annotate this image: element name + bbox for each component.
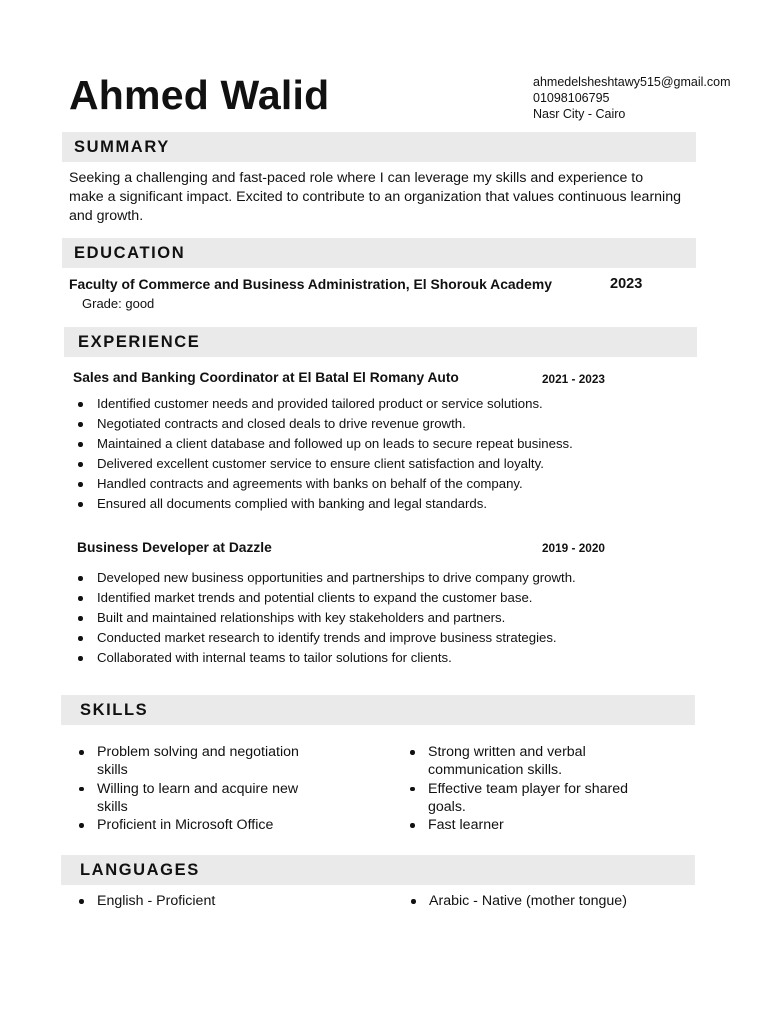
- list-item: Effective team player for shared goals.: [410, 780, 660, 817]
- languages-heading: LANGUAGES: [80, 861, 200, 879]
- education-grade: Grade: good: [82, 296, 155, 311]
- contact-block: [533, 74, 731, 122]
- experience-section-header: [64, 327, 697, 357]
- list-item: Problem solving and negotiation skills: [79, 743, 329, 780]
- summary-text: Seeking a challenging and fast-paced role where I can leverage my skills and experience to make a significant impact. Excited to contribute to an organization that values continuous learning and growth.: [69, 170, 681, 224]
- list-item: English - Proficient: [79, 892, 329, 910]
- contact-email: ahmedelsheshtawy515@gmail.com: [533, 75, 731, 89]
- skills-section-header: [61, 695, 695, 725]
- contact-location: Nasr City - Cairo: [533, 107, 626, 121]
- contact-phone: 01098106795: [533, 91, 610, 105]
- list-item: Identified market trends and potential clients to expand the customer base.: [69, 588, 576, 608]
- list-item: Handled contracts and agreements with banks on behalf of the company.: [69, 474, 573, 494]
- list-item: Collaborated with internal teams to tailor solutions for clients.: [69, 648, 576, 668]
- list-item: Fast learner: [410, 816, 660, 834]
- summary-section-header: [62, 132, 696, 162]
- candidate-name: Ahmed Walid: [69, 72, 330, 118]
- skills-list-right: [410, 743, 660, 834]
- languages-list-right: [411, 892, 691, 910]
- education-school: Faculty of Commerce and Business Administration, El Shorouk Academy: [69, 276, 552, 292]
- skills-heading: SKILLS: [80, 701, 149, 719]
- list-item: Negotiated contracts and closed deals to drive revenue growth.: [69, 414, 573, 434]
- languages-list-left: [79, 892, 329, 910]
- list-item: Proficient in Microsoft Office: [79, 816, 329, 834]
- list-item: Delivered excellent customer service to ensure client satisfaction and loyalty.: [69, 454, 573, 474]
- education-year: 2023: [610, 276, 643, 292]
- list-item: Strong written and verbal communication skills.: [410, 743, 660, 780]
- list-item: Maintained a client database and followed up on leads to secure repeat business.: [69, 434, 573, 454]
- languages-section-header: [61, 855, 695, 885]
- education-section-header: [62, 238, 696, 268]
- list-item: Identified customer needs and provided tailored product or service solutions.: [69, 394, 573, 414]
- job-duties-list: [69, 394, 573, 514]
- experience-heading: EXPERIENCE: [78, 333, 201, 351]
- job-title: Sales and Banking Coordinator at El Batal El Romany Auto: [73, 370, 459, 385]
- job-title: Business Developer at Dazzle: [77, 540, 272, 555]
- skills-list-left: [79, 743, 329, 834]
- list-item: Arabic - Native (mother tongue): [411, 892, 691, 910]
- list-item: Willing to learn and acquire new skills: [79, 780, 329, 817]
- education-heading: EDUCATION: [74, 244, 186, 262]
- list-item: Conducted market research to identify trends and improve business strategies.: [69, 628, 576, 648]
- list-item: Developed new business opportunities and partnerships to drive company growth.: [69, 568, 576, 588]
- summary-heading: SUMMARY: [74, 138, 170, 156]
- job-dates: 2021 - 2023: [542, 372, 605, 386]
- list-item: Built and maintained relationships with key stakeholders and partners.: [69, 608, 576, 628]
- job-dates: 2019 - 2020: [542, 541, 605, 555]
- list-item: Ensured all documents complied with banking and legal standards.: [69, 494, 573, 514]
- job-duties-list: [69, 568, 576, 668]
